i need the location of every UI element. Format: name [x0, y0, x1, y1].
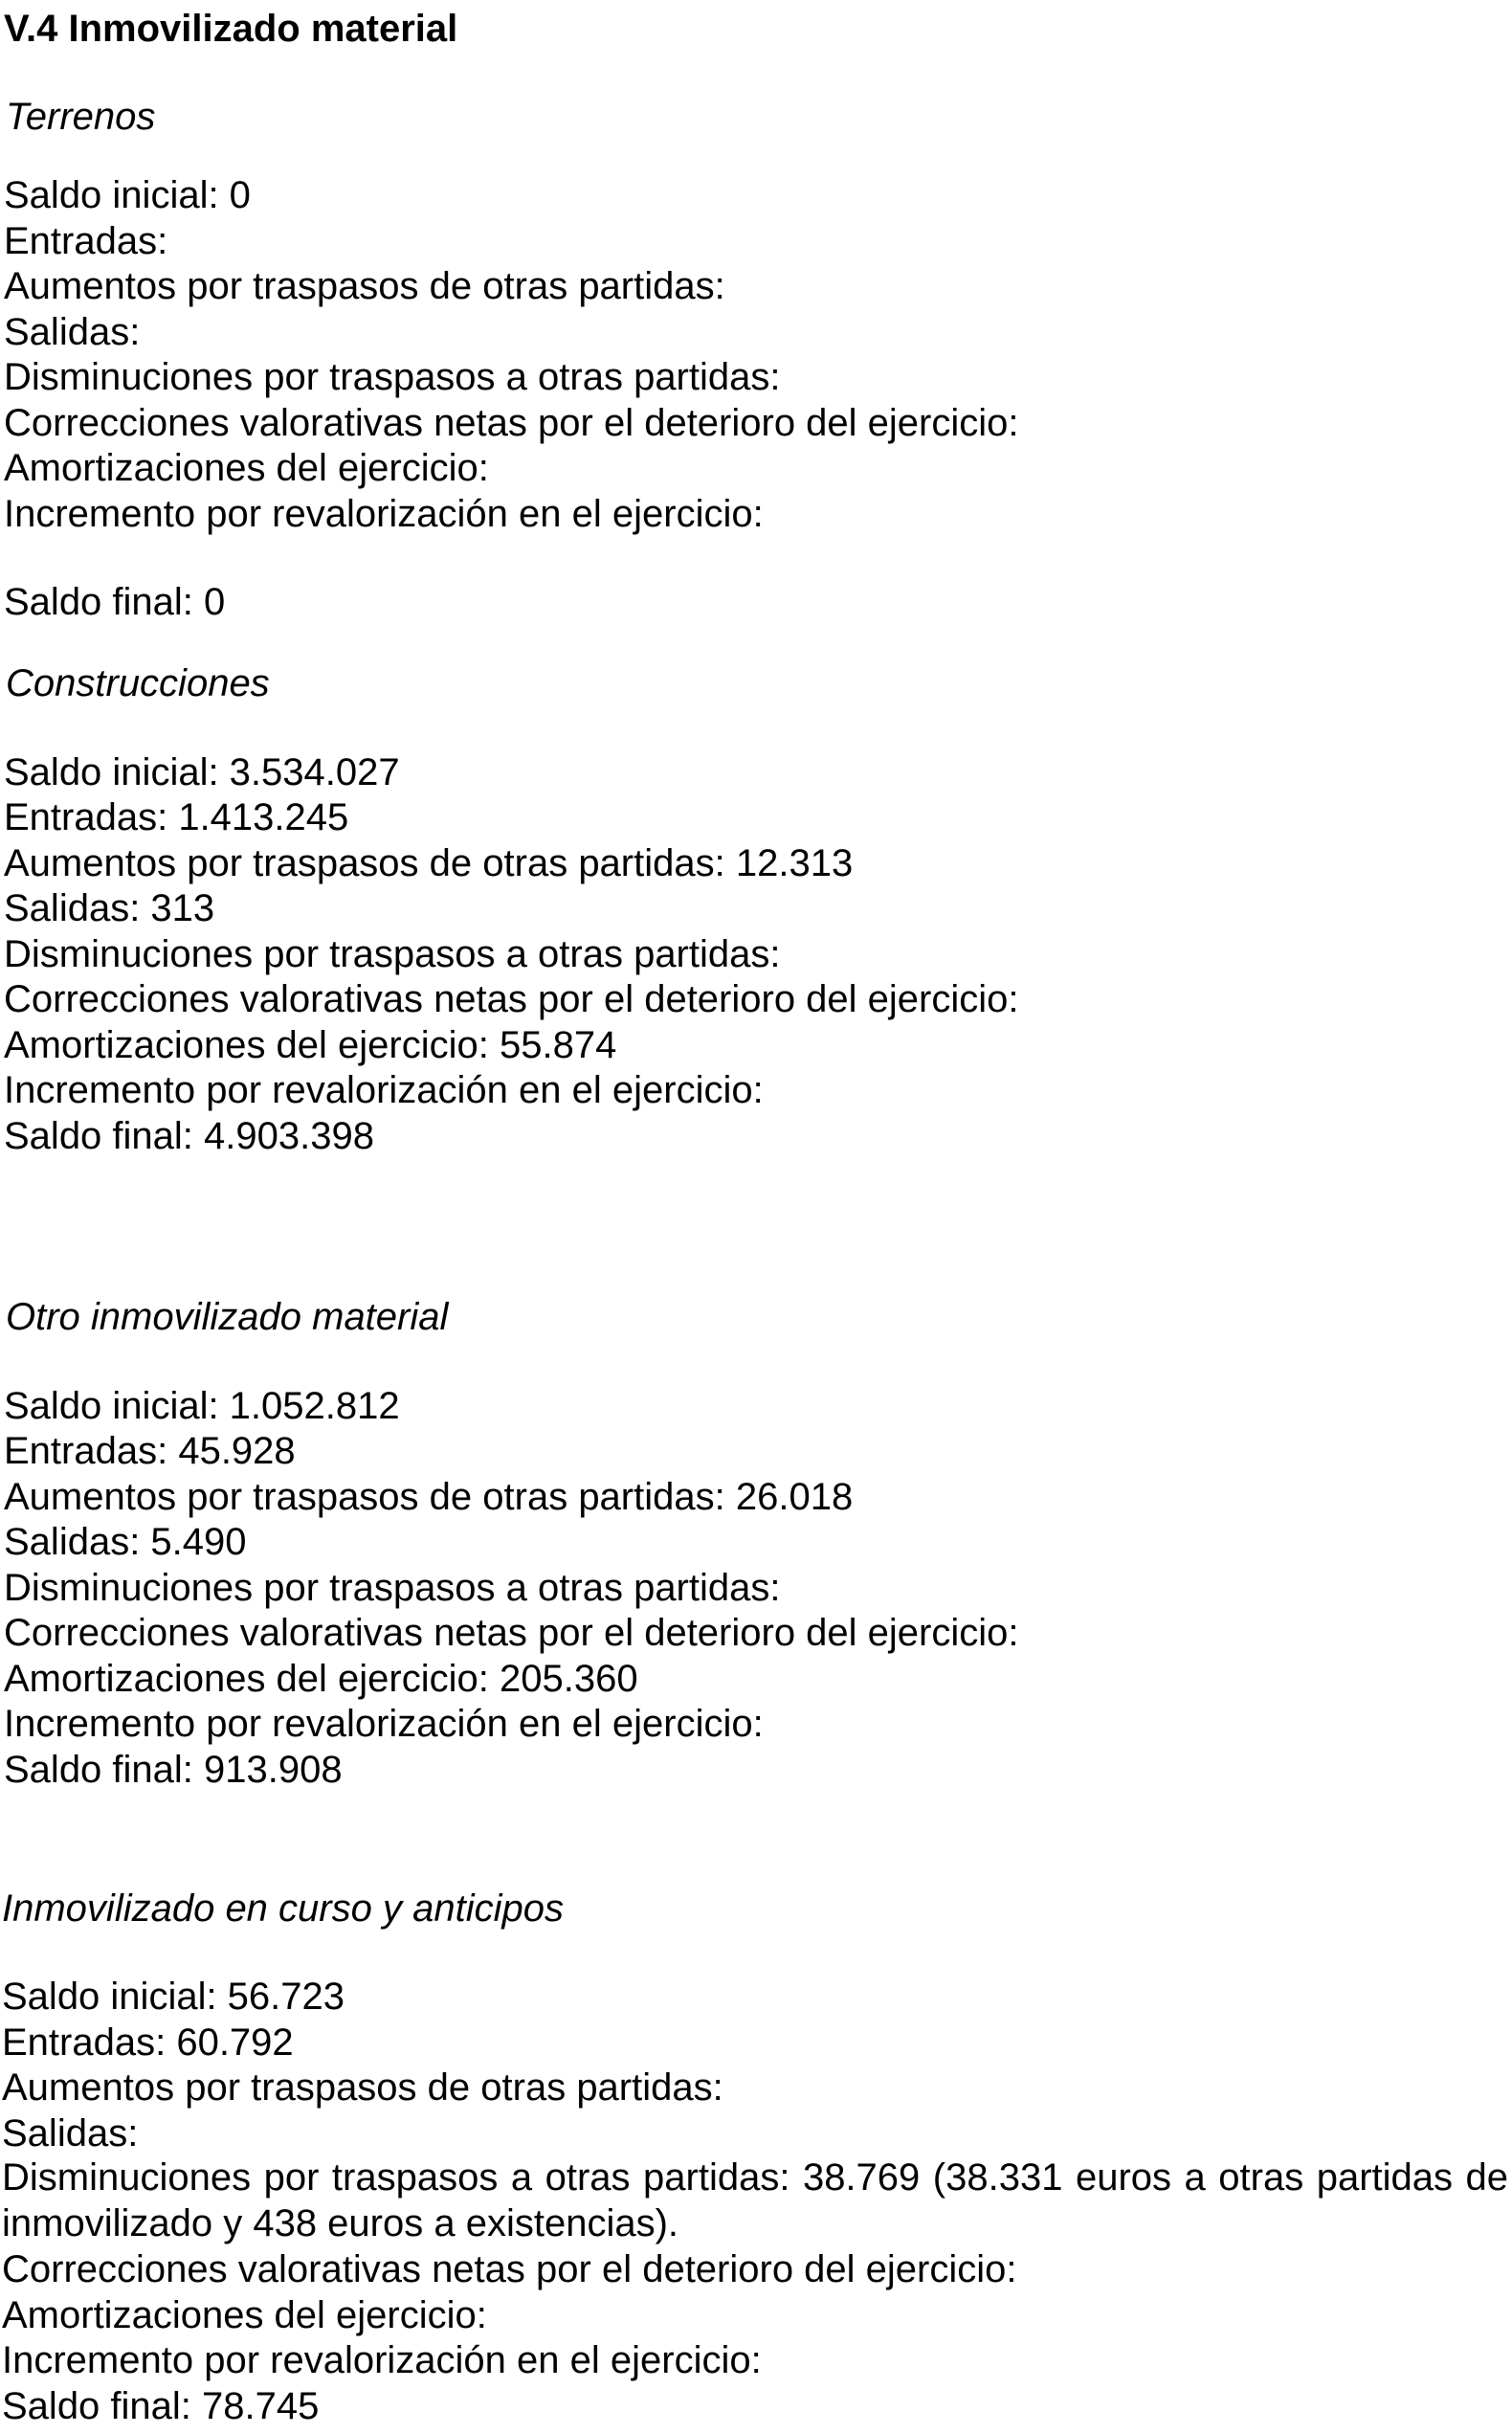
incremento-line: Incremento por revalorización en el ejercicio: — [4, 1703, 764, 1745]
aumentos-line: Aumentos por traspasos de otras partidas: — [2, 2066, 723, 2109]
section-heading-construcciones: Construcciones — [6, 662, 270, 704]
saldo-inicial-line: Saldo inicial: 0 — [4, 174, 251, 216]
disminuciones-line: Disminuciones por traspasos a otras partidas: — [4, 356, 781, 398]
disminuciones-paragraph: Disminuciones por traspasos a otras partidas: 38.769 (38.331 euros a otras partidas de inmovilizado y 438 euros a existencias). — [2, 2156, 1508, 2244]
correcciones-line: Correcciones valorativas netas por el deterioro del ejercicio: — [4, 402, 1019, 444]
page-title: V.4 Inmovilizado material — [4, 8, 458, 50]
section-heading-otro-inmovilizado: Otro inmovilizado material — [6, 1296, 449, 1338]
salidas-line: Salidas: — [4, 311, 141, 353]
section-heading-terrenos: Terrenos — [6, 96, 156, 138]
saldo-inicial-line: Saldo inicial: 3.534.027 — [4, 751, 400, 793]
incremento-line: Incremento por revalorización en el ejercicio: — [4, 493, 764, 535]
entradas-line: Entradas: 1.413.245 — [4, 796, 349, 838]
incremento-line: Incremento por revalorización en el ejercicio: — [4, 1069, 764, 1111]
amortizaciones-line: Amortizaciones del ejercicio: — [4, 447, 489, 489]
incremento-line: Incremento por revalorización en el ejercicio: — [2, 2339, 762, 2381]
saldo-final-line: Saldo final: 0 — [4, 581, 226, 623]
correcciones-line: Correcciones valorativas netas por el deterioro del ejercicio: — [4, 1612, 1019, 1654]
saldo-final-line: Saldo final: 913.908 — [4, 1749, 343, 1791]
aumentos-line: Aumentos por traspasos de otras partidas: 12.313 — [4, 842, 854, 884]
aumentos-line: Aumentos por traspasos de otras partidas: — [4, 265, 725, 307]
amortizaciones-line: Amortizaciones del ejercicio: — [2, 2294, 487, 2336]
correcciones-line: Correcciones valorativas netas por el deterioro del ejercicio: — [2, 2248, 1017, 2290]
aumentos-line: Aumentos por traspasos de otras partidas: 26.018 — [4, 1476, 854, 1518]
salidas-line: Salidas: — [2, 2112, 139, 2155]
correcciones-line: Correcciones valorativas netas por el deterioro del ejercicio: — [4, 978, 1019, 1020]
salidas-line: Salidas: 5.490 — [4, 1521, 247, 1563]
disminuciones-line: Disminuciones por traspasos a otras partidas: — [4, 933, 781, 975]
saldo-final-line: Saldo final: 4.903.398 — [4, 1115, 374, 1157]
saldo-final-line: Saldo final: 78.745 — [2, 2385, 320, 2427]
saldo-inicial-line: Saldo inicial: 1.052.812 — [4, 1385, 400, 1427]
disminuciones-line: Disminuciones por traspasos a otras partidas: — [4, 1567, 781, 1609]
entradas-line: Entradas: 45.928 — [4, 1430, 296, 1472]
saldo-inicial-line: Saldo inicial: 56.723 — [2, 1976, 345, 2018]
entradas-line: Entradas: 60.792 — [2, 2021, 294, 2064]
entradas-line: Entradas: — [4, 220, 168, 262]
amortizaciones-line: Amortizaciones del ejercicio: 205.360 — [4, 1658, 638, 1700]
salidas-line: Salidas: 313 — [4, 887, 215, 929]
section-heading-inmovilizado-en-curso: Inmovilizado en curso y anticipos — [2, 1887, 564, 1930]
amortizaciones-line: Amortizaciones del ejercicio: 55.874 — [4, 1024, 617, 1066]
